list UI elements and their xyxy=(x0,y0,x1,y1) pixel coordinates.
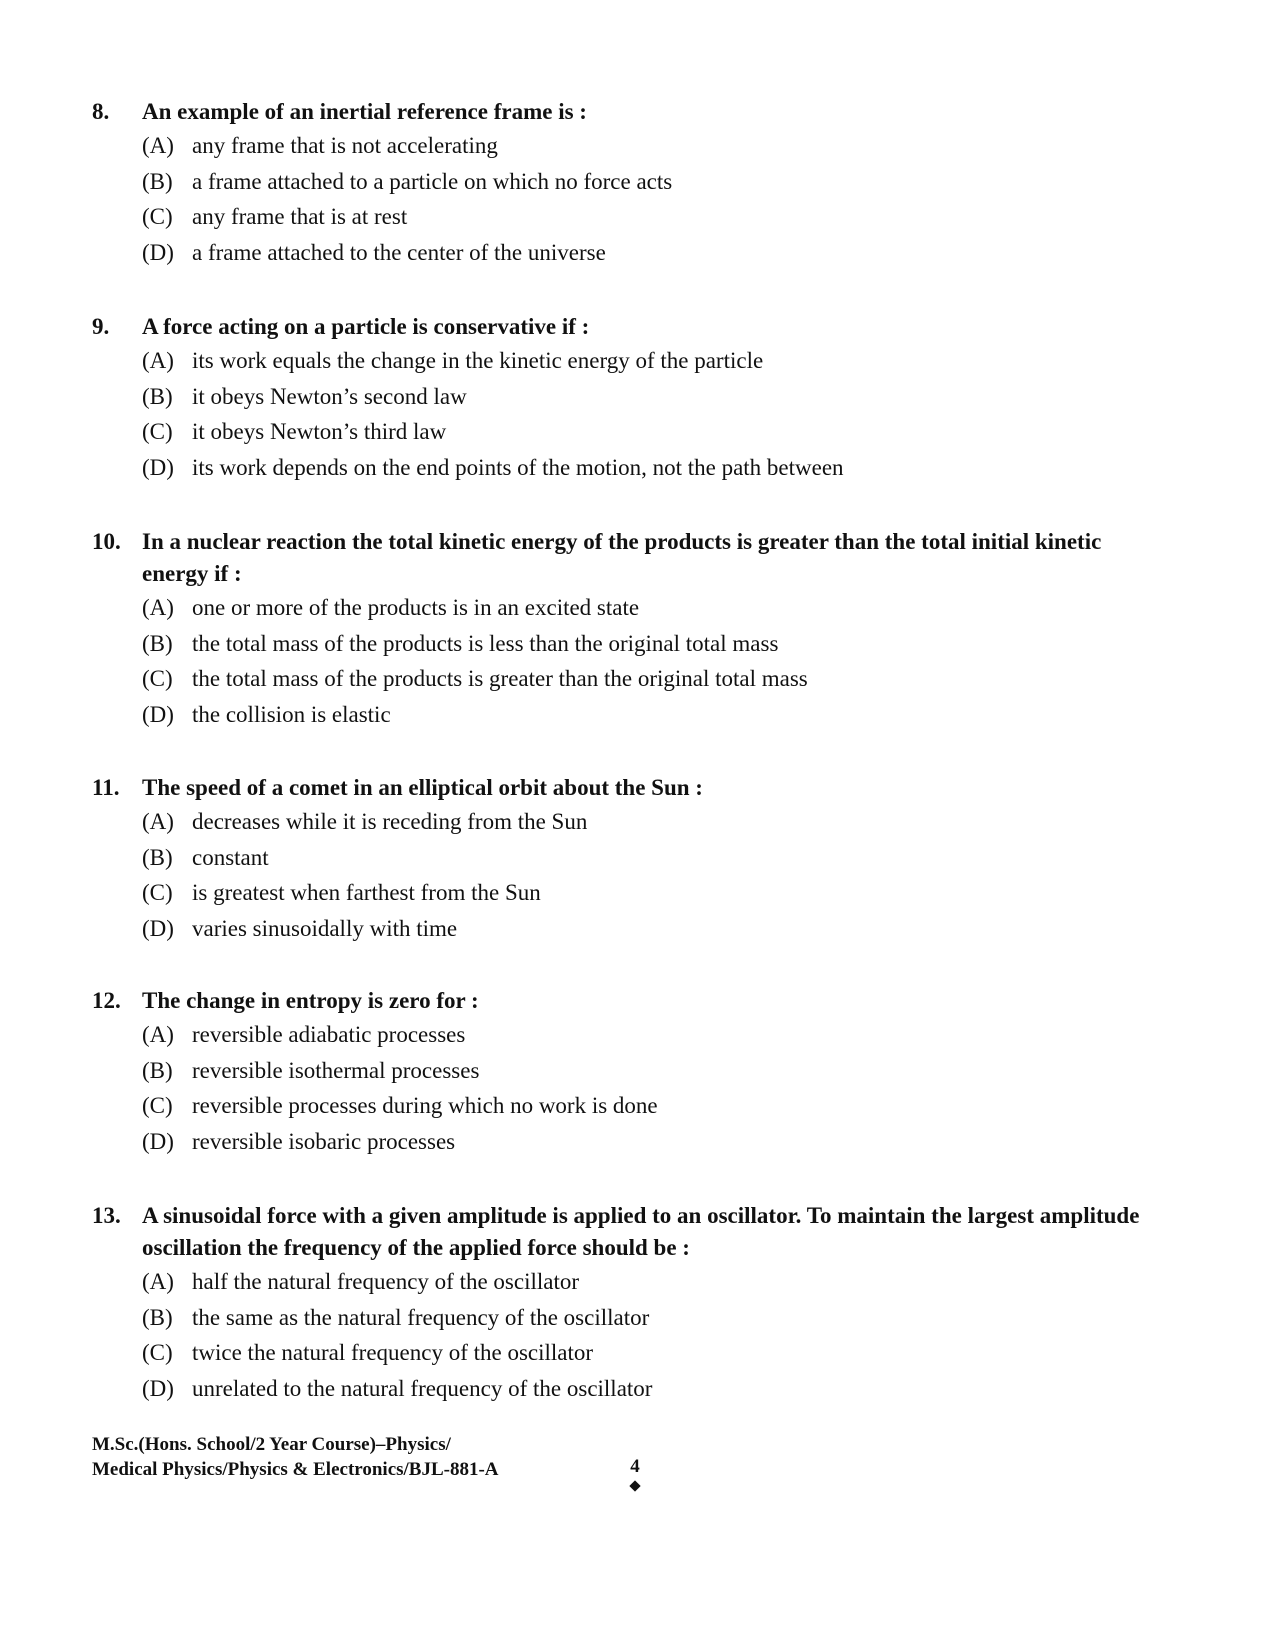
option-text: a frame attached to the center of the universe xyxy=(192,239,606,265)
option-text: any frame that is at rest xyxy=(192,204,408,229)
option-letter: (C) xyxy=(142,419,173,444)
question-8 xyxy=(92,96,1152,270)
option-text: decreases while it is receding from the Sun xyxy=(192,809,588,834)
option-list xyxy=(92,804,1152,946)
option-c xyxy=(142,875,1152,911)
option-text: the total mass of the products is greater than the original total mass xyxy=(192,666,808,691)
question-10 xyxy=(92,526,1152,732)
option-letter: (A) xyxy=(142,348,174,373)
course-footer xyxy=(92,1432,499,1482)
question-header xyxy=(92,985,1152,1017)
option-list xyxy=(92,1264,1152,1406)
option-text: is greatest when farthest from the Sun xyxy=(192,880,541,905)
option-letter: (B) xyxy=(142,844,173,870)
option-b xyxy=(142,1300,1152,1336)
option-letter: (D) xyxy=(142,239,174,265)
option-letter: (B) xyxy=(142,1057,173,1083)
question-text: The speed of a comet in an elliptical orbit about the Sun : xyxy=(142,775,703,800)
option-a xyxy=(142,343,1152,379)
option-c xyxy=(142,661,1152,697)
question-text: In a nuclear reaction the total kinetic energy of the products is greater than the total initial kinetic energy if : xyxy=(142,529,1102,586)
question-text: An example of an inertial reference frame is : xyxy=(142,99,587,124)
option-d xyxy=(142,911,1152,947)
option-d xyxy=(142,450,1152,486)
option-text: it obeys Newton’s third law xyxy=(192,419,447,444)
option-d xyxy=(142,1371,1152,1407)
question-number: 12. xyxy=(92,988,121,1013)
question-text: A sinusoidal force with a given amplitude is applied to an oscillator. To maintain the largest amplitude oscillation the frequency of the applied force should be : xyxy=(142,1203,1140,1260)
option-letter: (D) xyxy=(142,701,174,727)
option-letter: (B) xyxy=(142,630,173,656)
option-letter: (C) xyxy=(142,880,173,905)
diamond-icon xyxy=(629,1480,640,1491)
option-text: reversible processes during which no work is done xyxy=(192,1093,658,1118)
option-letter: (C) xyxy=(142,204,173,229)
option-letter: (A) xyxy=(142,1269,174,1294)
option-text: the collision is elastic xyxy=(192,701,391,727)
option-letter: (D) xyxy=(142,1375,174,1401)
option-letter: (C) xyxy=(142,1340,173,1365)
option-text: a frame attached to a particle on which no force acts xyxy=(192,168,673,194)
option-letter: (D) xyxy=(142,1128,174,1154)
option-text: half the natural frequency of the oscillator xyxy=(192,1269,580,1294)
option-d xyxy=(142,697,1152,733)
question-number: 10. xyxy=(92,529,121,554)
option-d xyxy=(142,235,1152,271)
option-d xyxy=(142,1124,1152,1160)
option-b xyxy=(142,840,1152,876)
option-letter: (A) xyxy=(142,133,174,158)
footer-line-2: Medical Physics/Physics & Electronics/BJL-881-A xyxy=(92,1459,499,1480)
option-c xyxy=(142,1335,1152,1371)
option-a xyxy=(142,1264,1152,1300)
option-letter: (A) xyxy=(142,1022,174,1047)
option-text: its work depends on the end points of the motion, not the path between xyxy=(192,454,844,480)
option-letter: (A) xyxy=(142,809,174,834)
option-a xyxy=(142,590,1152,626)
option-letter: (A) xyxy=(142,595,174,620)
question-number: 9. xyxy=(92,314,110,339)
option-text: twice the natural frequency of the oscillator xyxy=(192,1340,594,1365)
option-a xyxy=(142,128,1152,164)
question-header xyxy=(92,772,1152,804)
option-list xyxy=(92,343,1152,485)
question-number: 11. xyxy=(92,775,120,800)
option-text: one or more of the products is in an excited state xyxy=(192,595,640,620)
option-letter: (B) xyxy=(142,1304,173,1330)
page-number: 4 xyxy=(630,1456,640,1477)
option-c xyxy=(142,414,1152,450)
question-12 xyxy=(92,985,1152,1159)
option-list xyxy=(92,128,1152,270)
option-list xyxy=(92,590,1152,732)
option-letter: (B) xyxy=(142,168,173,194)
option-text: the total mass of the products is less than the original total mass xyxy=(192,630,779,656)
question-number: 8. xyxy=(92,99,110,124)
footer-line-1: M.Sc.(Hons. School/2 Year Course)–Physics/ xyxy=(92,1434,451,1455)
option-text: it obeys Newton’s second law xyxy=(192,383,467,409)
question-number: 13. xyxy=(92,1203,121,1228)
option-text: any frame that is not accelerating xyxy=(192,133,498,158)
option-a xyxy=(142,1017,1152,1053)
option-text: unrelated to the natural frequency of the oscillator xyxy=(192,1375,653,1401)
option-b xyxy=(142,1053,1152,1089)
option-c xyxy=(142,1088,1152,1124)
option-text: reversible adiabatic processes xyxy=(192,1022,466,1047)
option-b xyxy=(142,379,1152,415)
option-text: varies sinusoidally with time xyxy=(192,915,458,941)
question-header xyxy=(92,1200,1152,1264)
question-header xyxy=(92,96,1152,128)
question-9 xyxy=(92,311,1152,485)
option-letter: (D) xyxy=(142,454,174,480)
question-text: The change in entropy is zero for : xyxy=(142,988,479,1013)
option-letter: (C) xyxy=(142,666,173,691)
option-b xyxy=(142,626,1152,662)
option-list xyxy=(92,1017,1152,1159)
question-13 xyxy=(92,1200,1152,1406)
option-c xyxy=(142,199,1152,235)
option-text: the same as the natural frequency of the oscillator xyxy=(192,1304,650,1330)
option-text: reversible isothermal processes xyxy=(192,1057,480,1083)
option-text: constant xyxy=(192,844,269,870)
option-a xyxy=(142,804,1152,840)
question-11 xyxy=(92,772,1152,946)
question-text: A force acting on a particle is conservative if : xyxy=(142,314,590,339)
option-letter: (B) xyxy=(142,383,173,409)
option-text: reversible isobaric processes xyxy=(192,1128,456,1154)
option-b xyxy=(142,164,1152,200)
option-text: its work equals the change in the kinetic energy of the particle xyxy=(192,348,764,373)
option-letter: (D) xyxy=(142,915,174,941)
option-letter: (C) xyxy=(142,1093,173,1118)
question-header xyxy=(92,526,1152,590)
question-header xyxy=(92,311,1152,343)
